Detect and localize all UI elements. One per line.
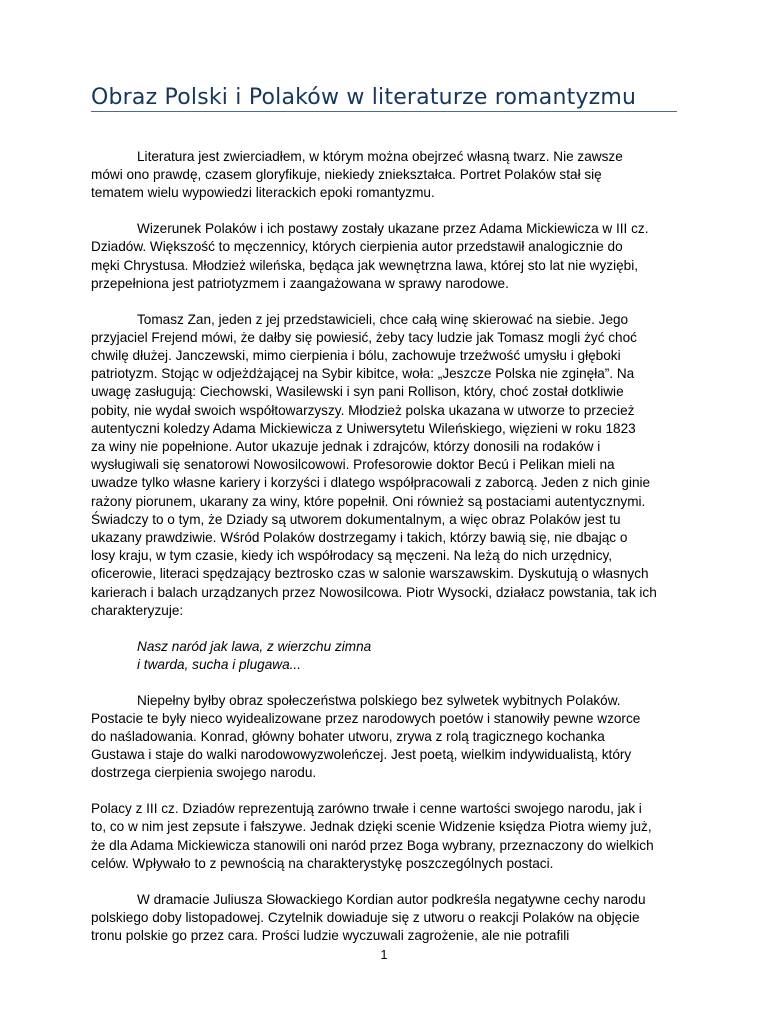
text-line: Świadczy to o tym, że Dziady są utworem dokumentalnym, a więc obraz Polaków jest tu: [91, 511, 621, 527]
text-line: Literatura jest zwierciadłem, w którym można obejrzeć własną twarz. Nie zawsze: [137, 149, 623, 164]
text-line: W dramacie Juliusza Słowackiego Kordian autor podkreśla negatywne cechy narodu: [137, 891, 646, 907]
text-line: rażony piorunem, ukarany za winy, które popełnił. Oni również są postaciami autentycznymi.: [91, 493, 646, 509]
text-line: karierach i balach urządzanych przez Nowosilcowa. Piotr Wysocki, działacz powstania, tak ich: [91, 584, 657, 600]
poem-quote: [137, 638, 681, 674]
text-line: Postacie te były nieco wyidealizowane przez narodowych poetów i stanowiły pewne wzorce: [91, 710, 641, 726]
text-line: to, co w nim jest zepsute i fałszywe. Jednak dzięki scenie Widzenie księdza Piotra wiemy już,: [91, 819, 652, 835]
text-line: do naśladowania. Konrad, główny bohater utworu, zrywa z rolą tragicznego kochanka: [91, 729, 605, 745]
text-line: ukazany prawdziwie. Wśród Polaków dostrzegamy i takich, którzy bawią się, nie dbając o: [91, 530, 628, 546]
document-title: Obraz Polski i Polaków w literaturze romantyzmu: [91, 85, 637, 110]
text-line: przyjaciel Frejend mówi, że dałby się powiesić, żeby tacy ludzie jak Tomasz mogli żyć choć: [91, 329, 637, 345]
text-line: charakteryzuje:: [91, 602, 184, 618]
text-line: Gustawa i staje do walki narodowowyzwoleńczej. Jest poetą, wielkim indywidualistą, który: [91, 747, 632, 763]
text-line: przepełniona jest patriotyzmem i zaangażowana w sprawy narodowe.: [91, 275, 509, 291]
text-line: wysługiwali się senatorowi Nowosilcowowi. Profesorowie doktor Becú i Pelikan mieli na: [91, 457, 615, 473]
text-line: uwagę zasługują: Ciechowski, Wasilewski i syn pani Rollison, który, choć został dotkliwie: [91, 384, 624, 400]
text-line: pobity, nie wydał swoich współtowarzyszy. Młodzież polska ukazana w utworze to przecież: [91, 402, 635, 418]
page-number: 1: [380, 948, 388, 962]
text-line: losy kraju, w tym czasie, kiedy ich współrodacy są męczeni. Na leżą do nich urzędnicy,: [91, 548, 613, 564]
text-line: Dziadów. Większość to męczennicy, których cierpienia autor przedstawił analogicznie do: [91, 239, 623, 255]
text-line: Niepełny byłby obraz społeczeństwa polskiego bez sylwetek wybitnych Polaków.: [137, 692, 621, 708]
paragraph-5: [91, 800, 681, 873]
title-underline: [91, 111, 677, 112]
text-line: uwadze tylko własne kariery i korzyści i dlatego współpracowali z zaborcą. Jeden z nich ginie: [91, 475, 651, 491]
paragraph-4: [91, 692, 681, 783]
text-line: męki Chrystusa. Młodzież wileńska, będąca jak wewnętrzna lawa, której sto lat nie wyziębi,: [91, 257, 639, 273]
document-body: [91, 148, 681, 963]
quote-line: i twarda, sucha i plugawa...: [137, 656, 301, 672]
text-line: Tomasz Zan, jeden z jej przedstawicieli, chce całą winę skierować na siebie. Jego: [137, 311, 629, 327]
text-line: Wizerunek Polaków i ich postawy zostały ukazane przez Adama Mickiewicza w III cz.: [137, 221, 649, 237]
text-line: celów. Wpływało to z pewnością na charakterystykę poszczególnych postaci.: [91, 855, 554, 871]
text-line: tronu polskie go przez cara. Prości ludzie wyczuwali zagrożenie, ale nie potrafili: [91, 928, 570, 944]
text-line: patriotyzm. Stojąc w odjeżdżającej na Sybir kibitce, woła: „Jeszcze Polska nie zginęła”. Na: [91, 366, 635, 382]
text-line: polskiego doby listopadowej. Czytelnik dowiaduje się z utworu o reakcji Polaków na objęcie: [91, 909, 640, 925]
text-line: dostrzega cierpienia swojego narodu.: [91, 765, 317, 781]
paragraph-6: [91, 891, 681, 946]
text-line: chwilę dłużej. Janczewski, mimo cierpienia i bólu, zachowuje trzeźwość umysłu i głęboki: [91, 348, 621, 364]
paragraph-1: [91, 148, 681, 203]
text-line: że dla Adama Mickiewicza stanowili oni naród przez Boga wybrany, przeznaczony do wielkich: [91, 837, 654, 853]
text-line: tematem wielu wypowiedzi literackich epoki romantyzmu.: [91, 185, 435, 201]
quote-line: Nasz naród jak lawa, z wierzchu zimna: [137, 638, 372, 654]
text-line: autentyczni koledzy Adama Mickiewicza z Uniwersytetu Wileńskiego, więzieni w roku 1823: [91, 420, 636, 436]
text-line: oficerowie, literaci spędzający beztrosko czas w salonie warszawskim. Dyskutują o własnych: [91, 566, 649, 582]
text-line: mówi ono prawdę, czasem gloryfikuje, niekiedy zniekształca. Portret Polaków stał się: [91, 167, 602, 183]
paragraph-2: [91, 220, 681, 293]
text-line: Polacy z III cz. Dziadów reprezentują zarówno trwałe i cenne wartości swojego narodu, jak i: [91, 801, 642, 817]
paragraph-3: [91, 311, 681, 620]
text-line: za winy nie popełnione. Autor ukazuje jednak i zdrajców, którzy donosili na rodaków i: [91, 439, 601, 455]
